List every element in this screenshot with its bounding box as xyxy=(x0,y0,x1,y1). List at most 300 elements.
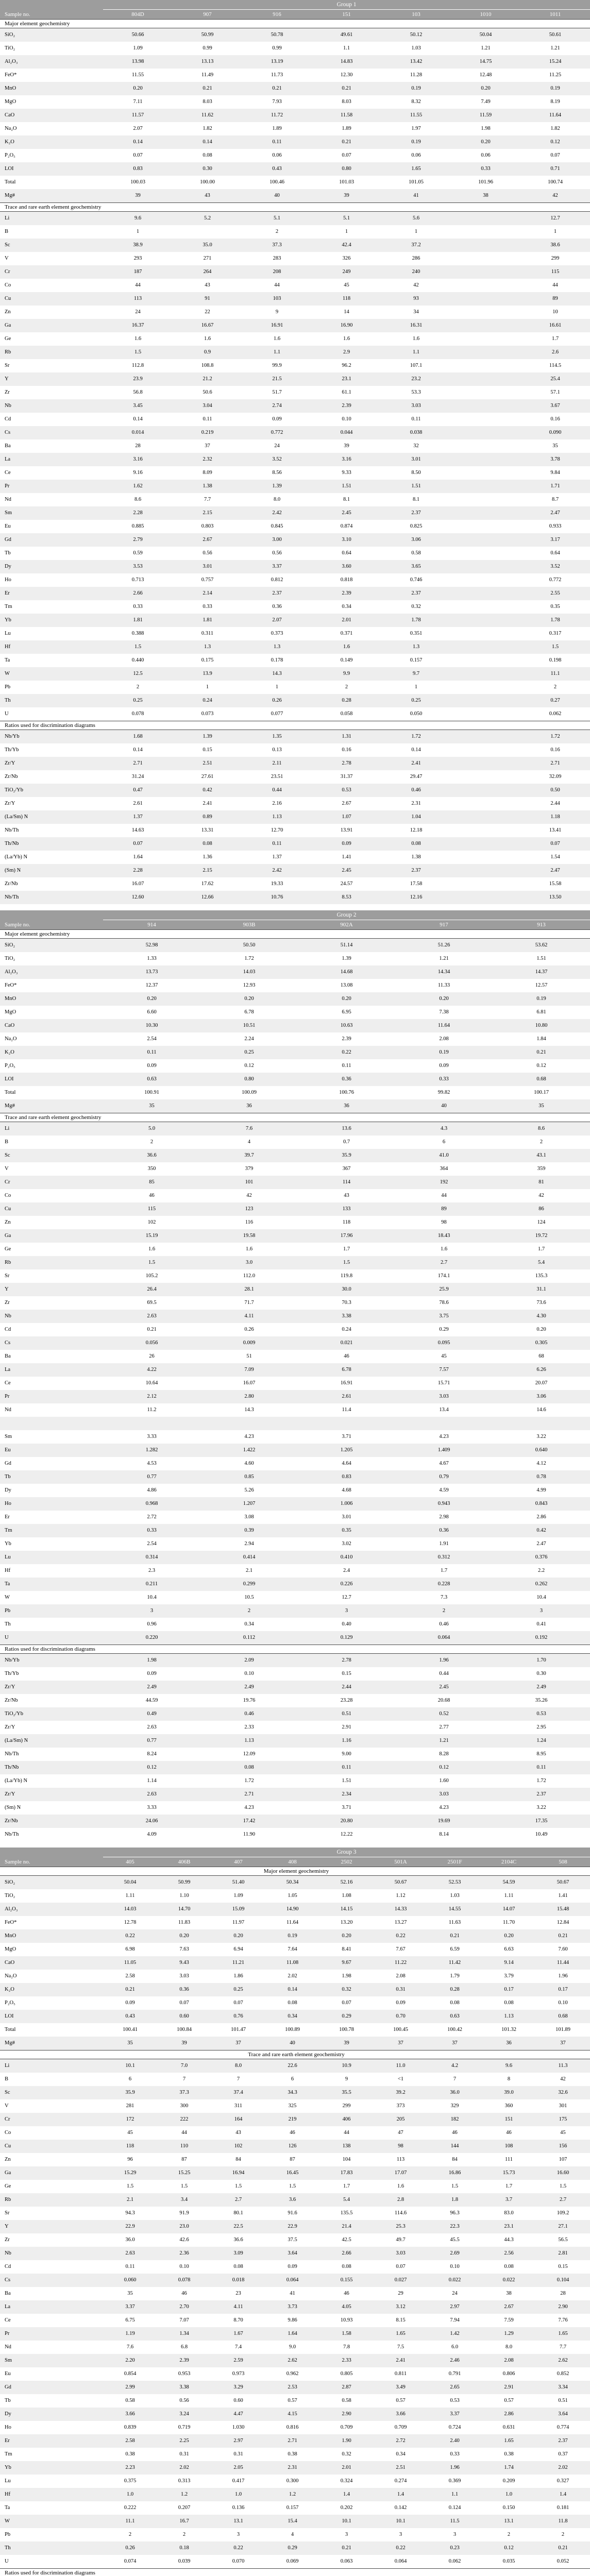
value-cell: 3.03 xyxy=(374,2247,428,2260)
value-cell: 9.0 xyxy=(289,2344,296,2350)
table-row xyxy=(0,386,590,399)
value-cell: 283 xyxy=(273,256,281,261)
value-cell: 0.08 xyxy=(504,2000,514,2006)
value-cell: 23.1 xyxy=(312,372,381,386)
value-cell: 0.07 xyxy=(103,837,173,851)
value-cell: 0.22 xyxy=(103,1929,157,1943)
value-cell: 17.35 xyxy=(493,1815,590,1828)
value-cell: 1.11 xyxy=(504,1893,514,1899)
value-cell: 108 xyxy=(482,2140,536,2153)
value-cell: 11.1 xyxy=(520,667,590,681)
table-row xyxy=(0,2448,590,2461)
value-cell: 1.42 xyxy=(428,2327,482,2341)
element-label: (La/Yb) N xyxy=(5,1778,28,1784)
value-cell: 8.15 xyxy=(396,2317,406,2323)
value-cell: 14.6 xyxy=(536,1407,546,1413)
value-cell: 2.33 xyxy=(244,1724,254,1730)
value-cell: 1.205 xyxy=(298,1444,395,1457)
value-cell: 21.2 xyxy=(173,372,242,386)
value-cell: 1 xyxy=(414,229,418,234)
value-cell: 0.26 xyxy=(242,694,312,707)
value-cell: 68 xyxy=(538,1353,544,1359)
value-cell: 0.10 xyxy=(558,2000,568,2006)
element-label: Ta xyxy=(5,2505,10,2511)
value-cell: 107 xyxy=(559,2157,567,2162)
table-row xyxy=(0,2408,590,2421)
value-cell: 1.72 xyxy=(244,956,254,961)
table-row xyxy=(0,122,590,135)
value-cell: 0.039 xyxy=(178,2558,191,2564)
value-cell: 0.035 xyxy=(502,2558,515,2564)
element-label: LOI xyxy=(0,1073,103,1086)
value-cell: 9 xyxy=(275,309,279,315)
value-cell: 0.274 xyxy=(394,2478,407,2484)
value-cell: 2.61 xyxy=(298,1390,395,1403)
table-row xyxy=(0,2153,590,2166)
value-cell: 15.19 xyxy=(103,1229,200,1243)
value-cell: 3 xyxy=(298,1604,395,1618)
table-row xyxy=(0,1019,590,1032)
element-label: Ho xyxy=(5,577,11,583)
value-cell: 7.49 xyxy=(481,99,491,105)
table-row xyxy=(0,1269,590,1283)
value-cell: 11.62 xyxy=(173,109,242,122)
value-cell: 35 xyxy=(493,1099,590,1113)
value-cell: 118 xyxy=(103,2140,157,2153)
value-cell: 1.71 xyxy=(520,480,590,493)
element-label: P₂O₅ xyxy=(5,2000,15,2006)
table-row xyxy=(0,1524,590,1537)
sample-id: 902A xyxy=(298,920,395,930)
value-cell: 7.7 xyxy=(559,2344,567,2350)
value-cell: 0.772 xyxy=(549,577,562,583)
value-cell: 7.59 xyxy=(504,2317,514,2323)
value-cell: 10.9 xyxy=(319,2059,374,2073)
value-cell: 6.98 xyxy=(125,1946,135,1952)
value-cell: 35 xyxy=(103,1099,200,1113)
table-row xyxy=(0,1390,590,1403)
value-cell: 326 xyxy=(342,256,351,261)
value-cell: 57.1 xyxy=(550,389,560,395)
value-cell: 52.98 xyxy=(103,939,200,953)
value-cell: 0.06 xyxy=(481,152,491,158)
value-cell: 52.16 xyxy=(319,1876,374,1890)
table-row xyxy=(0,1943,590,1956)
element-label: Mg# xyxy=(0,189,103,203)
group-title: Group 2 xyxy=(103,910,590,920)
value-cell xyxy=(451,784,520,797)
sample-id: 2502 xyxy=(319,1857,374,1867)
value-cell xyxy=(451,306,520,319)
value-cell: 12.30 xyxy=(340,72,353,78)
value-cell: 9.14 xyxy=(482,1956,536,1970)
value-cell: 8.03 xyxy=(342,99,351,105)
value-cell: 70.3 xyxy=(342,1300,351,1306)
value-cell: 0.11 xyxy=(103,1046,200,1059)
value-cell: 0.15 xyxy=(342,1671,351,1676)
value-cell: 10.93 xyxy=(340,2317,353,2323)
element-label: MgO xyxy=(5,1009,16,1015)
value-cell: 11.59 xyxy=(451,109,520,122)
sample-id: 903B xyxy=(200,920,298,930)
value-cell: 0.157 xyxy=(286,2505,299,2511)
value-cell: 100.41 xyxy=(123,2027,138,2032)
value-cell: 11.70 xyxy=(502,1920,515,1925)
value-cell: 0.327 xyxy=(557,2478,569,2484)
element-label: Gd xyxy=(0,2381,103,2394)
value-cell: 1.54 xyxy=(550,854,560,860)
value-cell: 35 xyxy=(552,443,558,449)
value-cell: 0.08 xyxy=(173,837,242,851)
value-cell: 16.86 xyxy=(428,2166,482,2180)
element-label: Er xyxy=(0,587,103,600)
value-cell: 1.05 xyxy=(288,1893,297,1899)
value-cell: 47 xyxy=(398,2130,403,2136)
value-cell: 0.299 xyxy=(200,1578,298,1591)
value-cell: 44 xyxy=(441,1193,447,1198)
element-label: Zr/Y xyxy=(0,1788,103,1801)
value-cell: 1.89 xyxy=(342,126,351,131)
value-cell: 118 xyxy=(312,292,381,306)
element-label: Nb xyxy=(0,2247,103,2260)
value-cell: 96.3 xyxy=(450,2210,460,2216)
table-row xyxy=(0,2220,590,2233)
value-cell: 0.19 xyxy=(265,1929,319,1943)
value-cell: 11.21 xyxy=(211,1956,265,1970)
value-cell: 1.96 xyxy=(428,2461,482,2475)
value-cell: 325 xyxy=(288,2103,297,2109)
element-label: Pb xyxy=(0,1604,103,1618)
value-cell: 10.80 xyxy=(493,1019,590,1032)
value-cell: 1.70 xyxy=(493,1654,590,1668)
value-cell: 264 xyxy=(173,265,242,279)
value-cell: 2.39 xyxy=(312,399,381,413)
value-cell xyxy=(451,372,520,386)
value-cell: 3.75 xyxy=(395,1310,493,1323)
value-cell: 8.14 xyxy=(439,1832,449,1837)
value-cell: 46 xyxy=(452,2130,458,2136)
value-cell: 41 xyxy=(290,2291,295,2296)
value-cell: 1.1 xyxy=(343,45,350,51)
value-cell: 8.1 xyxy=(343,497,350,502)
value-cell: 0.219 xyxy=(173,426,242,439)
value-cell: 12.66 xyxy=(173,891,242,904)
table-row xyxy=(0,2488,590,2501)
element-label: Zr/Y xyxy=(0,757,103,770)
value-cell: 364 xyxy=(440,1166,448,1172)
value-cell: 219 xyxy=(265,2113,319,2126)
value-cell: 2.90 xyxy=(536,2300,590,2314)
value-cell: 6.78 xyxy=(298,1363,395,1377)
value-cell: 2.37 xyxy=(381,506,451,520)
value-cell: 2.70 xyxy=(157,2300,211,2314)
value-cell: 8.24 xyxy=(147,1751,157,1757)
value-cell: 11.1 xyxy=(103,2515,157,2528)
value-cell xyxy=(451,851,520,864)
table-row xyxy=(0,1801,590,1815)
value-cell: 2.08 xyxy=(396,1973,406,1979)
value-cell: 1.5 xyxy=(559,2183,567,2189)
value-cell xyxy=(451,547,520,560)
value-cell: 4.2 xyxy=(428,2059,482,2073)
section-heading-row xyxy=(0,930,590,939)
value-cell: 2.01 xyxy=(312,614,381,627)
table-row xyxy=(0,1256,590,1269)
value-cell: 144 xyxy=(428,2140,482,2153)
element-label: La xyxy=(0,453,103,466)
value-cell xyxy=(451,757,520,770)
value-cell: 1.65 xyxy=(482,2434,536,2448)
table-row xyxy=(0,979,590,992)
value-cell: 0.09 xyxy=(125,2000,135,2006)
element-label: Cu xyxy=(0,1202,103,1216)
value-cell xyxy=(451,399,520,413)
value-cell: 46 xyxy=(506,2130,512,2136)
element-label: Sm xyxy=(0,2354,103,2367)
value-cell: 5.4 xyxy=(319,2193,374,2207)
value-cell: 3.6 xyxy=(265,2193,319,2207)
group-table xyxy=(0,910,590,1848)
sample-id: 408 xyxy=(265,1857,319,1867)
table-row xyxy=(0,743,590,757)
value-cell: 2.42 xyxy=(242,506,312,520)
table-row xyxy=(0,667,590,681)
value-cell: 1.5 xyxy=(103,640,173,654)
value-cell: 0.226 xyxy=(298,1578,395,1591)
element-label: SiO₂ xyxy=(0,28,103,42)
value-cell: 123 xyxy=(200,1202,298,1216)
value-cell: 3.37 xyxy=(242,560,312,573)
sample-id: 151 xyxy=(312,10,381,20)
value-cell: 16.7 xyxy=(157,2515,211,2528)
value-cell: 0.33 xyxy=(451,162,520,176)
value-cell xyxy=(451,587,520,600)
value-cell: 36 xyxy=(298,1099,395,1113)
value-cell: 3.17 xyxy=(520,533,590,547)
value-cell: 11.33 xyxy=(437,982,450,988)
table-row xyxy=(0,359,590,372)
value-cell: 3.38 xyxy=(157,2381,211,2394)
value-cell: 2.97 xyxy=(428,2300,482,2314)
value-cell: 51 xyxy=(246,1353,252,1359)
value-cell: 78.6 xyxy=(439,1300,449,1306)
value-cell: 175 xyxy=(536,2113,590,2126)
value-cell: 4.68 xyxy=(342,1487,351,1493)
value-cell: 1.98 xyxy=(103,1654,200,1668)
element-label: Sm xyxy=(5,1434,12,1439)
value-cell: 2.47 xyxy=(520,864,590,877)
value-cell: 0.044 xyxy=(312,426,381,439)
value-cell: 0.51 xyxy=(298,1707,395,1721)
value-cell: 379 xyxy=(245,1166,254,1172)
value-cell: 3.22 xyxy=(536,1805,546,1810)
table-row xyxy=(0,319,590,332)
value-cell: 2.59 xyxy=(211,2354,265,2367)
value-cell: 205 xyxy=(374,2113,428,2126)
value-cell: 0.33 xyxy=(133,604,143,609)
value-cell: 0.21 xyxy=(493,1046,590,1059)
value-cell xyxy=(451,212,520,226)
table-row xyxy=(0,939,590,953)
value-cell: 11.55 xyxy=(131,72,144,78)
value-cell: 0.10 xyxy=(342,416,351,422)
value-cell: 3.60 xyxy=(312,560,381,573)
value-cell: 2.6 xyxy=(520,346,590,359)
value-cell: 1.3 xyxy=(173,640,242,654)
element-label: MgO xyxy=(5,99,16,105)
value-cell: 36.0 xyxy=(428,2086,482,2099)
table-row xyxy=(0,2515,590,2528)
value-cell: 19.33 xyxy=(271,881,283,887)
value-cell: 0.070 xyxy=(232,2558,245,2564)
element-label: Nb/Th xyxy=(5,1751,19,1757)
value-cell: 2.47 xyxy=(520,506,590,520)
value-cell: 2.02 xyxy=(157,2461,211,2475)
value-cell: 0.34 xyxy=(396,2451,406,2457)
value-cell: 23.51 xyxy=(271,774,283,779)
value-cell: 3.02 xyxy=(342,1541,351,1547)
value-cell: 100.91 xyxy=(144,1090,159,1095)
value-cell: 40 xyxy=(395,1099,493,1113)
value-cell: 0.9 xyxy=(173,346,242,359)
value-cell: 172 xyxy=(103,2113,157,2126)
value-cell: 11.28 xyxy=(410,72,423,78)
value-cell: 11.73 xyxy=(271,72,283,78)
table-row xyxy=(0,1149,590,1162)
value-cell: 138 xyxy=(319,2140,374,2153)
table-row xyxy=(0,1983,590,1996)
group-header-row xyxy=(0,910,590,920)
table-row xyxy=(0,1136,590,1149)
value-cell: 0.009 xyxy=(200,1336,298,1350)
value-cell: 0.20 xyxy=(103,992,200,1006)
value-cell: 0.58 xyxy=(125,2398,135,2403)
value-cell: 39.7 xyxy=(200,1149,298,1162)
value-cell: 1 xyxy=(275,684,279,690)
value-cell: 7.38 xyxy=(439,1009,449,1015)
value-cell: 1.1 xyxy=(428,2488,482,2501)
value-cell: 8.28 xyxy=(439,1751,449,1757)
value-cell: 0.56 xyxy=(179,2398,189,2403)
value-cell: 373 xyxy=(396,2103,405,2109)
value-cell: 1.6 xyxy=(440,1246,448,1252)
table-row xyxy=(0,162,590,176)
value-cell: 114.5 xyxy=(549,363,562,368)
element-label: Nd xyxy=(5,1407,11,1413)
value-cell: 4.86 xyxy=(147,1487,157,1493)
table-row xyxy=(0,1578,590,1591)
value-cell: 0.63 xyxy=(428,2010,482,2023)
table-row xyxy=(0,1006,590,1019)
value-cell: 0.70 xyxy=(374,2010,428,2023)
element-label: Nb/Th xyxy=(0,891,103,904)
sample-id: 103 xyxy=(381,10,451,20)
value-cell: 2.31 xyxy=(265,2461,319,2475)
value-cell: 2.71 xyxy=(265,2434,319,2448)
value-cell: 14.33 xyxy=(374,1903,428,1916)
value-cell: 23.0 xyxy=(157,2220,211,2233)
element-label: Zr/Y xyxy=(5,801,15,806)
value-cell: 44.59 xyxy=(145,1698,158,1703)
value-cell: 1.72 xyxy=(381,730,451,744)
value-cell: 0.83 xyxy=(103,162,173,176)
value-cell: 2 xyxy=(275,229,279,234)
value-cell: 0.21 xyxy=(147,1327,157,1332)
value-cell: 119.8 xyxy=(340,1273,353,1279)
value-cell: 1.64 xyxy=(133,854,143,860)
value-cell: 1.74 xyxy=(482,2461,536,2475)
value-cell: 111 xyxy=(505,2157,513,2162)
value-cell: 0.805 xyxy=(340,2371,353,2377)
value-cell: 43 xyxy=(344,1193,349,1198)
value-cell: 1.4 xyxy=(374,2488,428,2501)
value-cell: 45 xyxy=(344,282,349,288)
value-cell: 112.0 xyxy=(243,1273,256,1279)
value-cell xyxy=(451,319,520,332)
value-cell: 2.39 xyxy=(342,1036,351,1042)
value-cell: 22.6 xyxy=(265,2059,319,2073)
table-row xyxy=(0,757,590,770)
value-cell: 11.8 xyxy=(536,2515,590,2528)
value-cell: 0.228 xyxy=(395,1578,493,1591)
value-cell: 19.72 xyxy=(493,1229,590,1243)
value-cell: 0.36 xyxy=(157,1983,211,1996)
value-cell: 350 xyxy=(147,1166,156,1172)
value-cell: 1.030 xyxy=(232,2425,245,2430)
value-cell: 4.23 xyxy=(244,1805,254,1810)
value-cell: 0.20 xyxy=(319,1929,374,1943)
element-label: U xyxy=(5,2558,9,2564)
value-cell: 8.0 xyxy=(273,497,281,502)
table-row xyxy=(0,520,590,533)
table-row xyxy=(0,2023,590,2037)
value-cell: 2.25 xyxy=(157,2434,211,2448)
element-label: Pb xyxy=(5,2532,11,2537)
value-cell: 98 xyxy=(374,2140,428,2153)
table-row xyxy=(0,439,590,453)
value-cell: 3.06 xyxy=(493,1390,590,1403)
value-cell: 29 xyxy=(398,2291,403,2296)
element-label: Hf xyxy=(0,2488,103,2501)
value-cell xyxy=(451,743,520,757)
table-row xyxy=(0,533,590,547)
element-label: MnO xyxy=(0,992,103,1006)
value-cell: 0.21 xyxy=(536,1929,590,1943)
value-cell: 7.11 xyxy=(133,99,143,105)
value-cell: 286 xyxy=(412,256,420,261)
value-cell: 1.65 xyxy=(536,2327,590,2341)
value-cell: 1.3 xyxy=(381,640,451,654)
sample-id: 406B xyxy=(157,1857,211,1867)
value-cell: 17.58 xyxy=(410,881,423,887)
value-cell: 0.40 xyxy=(342,1621,351,1627)
table-row xyxy=(0,399,590,413)
table-row xyxy=(0,1774,590,1788)
value-cell: 2.67 xyxy=(482,2300,536,2314)
value-cell: 8.70 xyxy=(233,2317,243,2323)
table-row xyxy=(0,1970,590,1983)
value-cell: 1.91 xyxy=(439,1541,449,1547)
value-cell: 46 xyxy=(181,2291,187,2296)
value-cell: 10 xyxy=(552,309,558,315)
value-cell: 109.2 xyxy=(557,2210,569,2216)
value-cell: 124 xyxy=(537,1219,546,1225)
table-row xyxy=(0,1903,590,1916)
value-cell: 2.7 xyxy=(211,2193,265,2207)
value-cell xyxy=(451,810,520,824)
value-cell xyxy=(451,252,520,265)
element-label: Sc xyxy=(0,239,103,252)
